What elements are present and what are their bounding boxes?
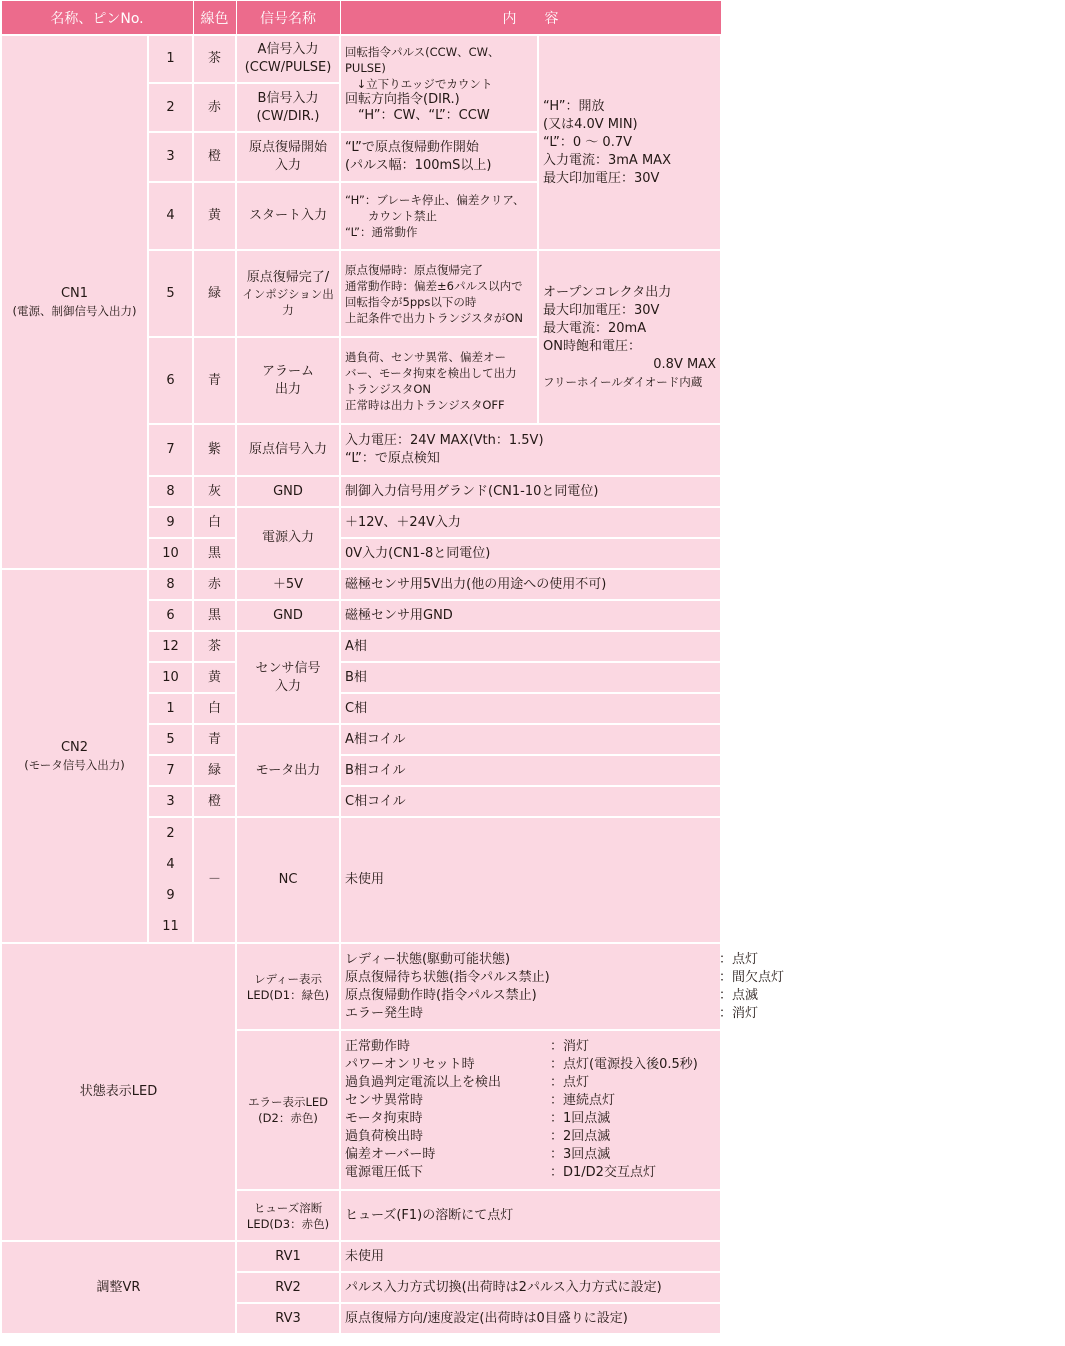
content-6: 過負荷、センサ異常、偏差オー バー、モータ拘束を検出して出力 トランジスタON 正常時は出力トランジスタOFF: [340, 337, 538, 424]
wire-color: 紫: [193, 424, 236, 476]
signal-name: 原点復帰開始 入力: [236, 132, 340, 182]
signal-name: モータ出力: [236, 724, 340, 817]
signal-name: GND: [236, 476, 340, 507]
content-8: 制御入力信号用グランド(CN1-10と同電位): [340, 476, 721, 507]
signal-name: 原点復帰完了/ インポジション出力: [236, 250, 340, 337]
content: 未使用: [340, 1241, 721, 1272]
led-d1-label: レディー表示 LED(D1：緑色): [236, 943, 340, 1030]
content: A相: [340, 631, 721, 662]
wire-color: 茶: [193, 631, 236, 662]
pin: 8: [148, 476, 193, 507]
content: C相: [340, 693, 721, 724]
cn1-label: [1, 35, 148, 569]
signal-name: アラーム 出力: [236, 337, 340, 424]
pin: 6: [148, 600, 193, 631]
content: A相コイル: [340, 724, 721, 755]
led-d1-content: レディー状態(駆動可能状態) ：点灯 原点復帰待ち状態(指令パルス禁止) ：間欠点灯 原点復帰動作時(指令パルス禁止) ：点滅 エラー発生時 ：消灯: [340, 943, 721, 1030]
pin: 7: [148, 755, 193, 786]
table-header: [1, 1, 721, 36]
content-3: “L”で原点復帰動作開始 (パルス幅：100mS以上): [340, 132, 538, 182]
pin: 6: [148, 337, 193, 424]
led-d2-label: エラー表示LED (D2：赤色): [236, 1030, 340, 1190]
wire-color: 青: [193, 724, 236, 755]
content-ab: 回転指令パルス(CCW、CW、PULSE) ↓立下りエッジでカウント 回転方向指令(DIR.) “H”：CW、“L”：CCW: [340, 35, 538, 132]
signal-name: 電源入力: [236, 507, 340, 569]
wire-color: 橙: [193, 132, 236, 182]
signal-name: GND: [236, 600, 340, 631]
wire-color: 黒: [193, 600, 236, 631]
signal-name: センサ信号 入力: [236, 631, 340, 724]
wire-color: 赤: [193, 569, 236, 600]
cn2-name: CN2: [60, 740, 89, 755]
vr-rv2: RV2: [236, 1272, 340, 1303]
pin: 7: [148, 424, 193, 476]
pin: 8: [148, 569, 193, 600]
pin: 1: [148, 35, 193, 83]
header-content: 内 容: [340, 1, 721, 36]
content-9: ＋12V、＋24V入力: [340, 507, 721, 538]
wire-color: 青: [193, 337, 236, 424]
cn2-label: [1, 569, 148, 943]
led-d3-content: ヒューズ(F1)の溶断にて点灯: [340, 1190, 721, 1241]
pin: 2: [148, 83, 193, 132]
pin: 1: [148, 693, 193, 724]
signal-name: A信号入力 (CCW/PULSE): [236, 35, 340, 83]
wire-color: 黄: [193, 182, 236, 250]
wire-color: 赤: [193, 83, 236, 132]
pin: 10: [148, 662, 193, 693]
content: 未使用: [340, 817, 721, 943]
header-name-pin: 名称、ピンNo.: [1, 1, 193, 36]
content: B相: [340, 662, 721, 693]
table-row: [1, 1241, 721, 1272]
wire-color: 緑: [193, 250, 236, 337]
content-5: 原点復帰時：原点復帰完了 通常動作時：偏差±6パルス以内で 回転指令が5pps以下の時 上記条件で出力トランジスタがON: [340, 250, 538, 337]
signal-name: ＋5V: [236, 569, 340, 600]
content-7: 入力電圧：24V MAX(Vth：1.5V) “L”：で原点検知: [340, 424, 721, 476]
nc-pins: 2 4 9 11: [148, 817, 193, 943]
wire-color: 白: [193, 507, 236, 538]
header-signal-name: 信号名称: [236, 1, 340, 36]
cn1-sub: (電源、制御信号入出力): [12, 304, 137, 318]
pin: 5: [148, 724, 193, 755]
content: 磁極センサ用GND: [340, 600, 721, 631]
wire-color: 黒: [193, 538, 236, 569]
pin: 4: [148, 182, 193, 250]
wire-color: 黄: [193, 662, 236, 693]
wire-color: －: [193, 817, 236, 943]
wire-color: 緑: [193, 755, 236, 786]
content: B相コイル: [340, 755, 721, 786]
vr-label: 調整VR: [1, 1241, 236, 1334]
wire-color: 茶: [193, 35, 236, 83]
input-spec: “H”：開放 (又は4.0V MIN) “L”：0 ～ 0.7V 入力電流：3mA MAX 最大印加電圧：30V: [538, 35, 721, 250]
wire-color: 橙: [193, 786, 236, 817]
content-10: 0V入力(CN1-8と同電位): [340, 538, 721, 569]
pin: 12: [148, 631, 193, 662]
vr-rv1: RV1: [236, 1241, 340, 1272]
table-row: [1, 569, 721, 600]
pin: 3: [148, 132, 193, 182]
pin: 5: [148, 250, 193, 337]
table-row: [1, 943, 721, 1030]
cn1-name: CN1: [60, 286, 89, 301]
signal-name: スタート入力: [236, 182, 340, 250]
led-d3-label: ヒューズ溶断 LED(D3：赤色): [236, 1190, 340, 1241]
content: 原点復帰方向/速度設定(出荷時は0目盛りに設定): [340, 1303, 721, 1334]
pin: 3: [148, 786, 193, 817]
led-label: 状態表示LED: [1, 943, 236, 1241]
wire-color: 灰: [193, 476, 236, 507]
content-4: “H”：ブレーキ停止、偏差クリア、 カウント禁止 “L”：通常動作: [340, 182, 538, 250]
vr-rv3: RV3: [236, 1303, 340, 1334]
content: 磁極センサ用5V出力(他の用途への使用不可): [340, 569, 721, 600]
wire-color: 白: [193, 693, 236, 724]
output-spec: オープンコレクタ出力 最大印加電圧：30V 最大電流：20mA ON時飽和電圧： 0.8V MAX フリーホイールダイオード内蔵: [538, 250, 721, 424]
header-wire-color: 線色: [193, 1, 236, 36]
signal-name: 原点信号入力: [236, 424, 340, 476]
pin: 9: [148, 507, 193, 538]
cn2-sub: (モータ信号入出力): [24, 758, 125, 772]
signal-name: B信号入力 (CW/DIR.): [236, 83, 340, 132]
signal-name: NC: [236, 817, 340, 943]
led-d2-content: 正常動作時 ：消灯 パワーオンリセット時 ：点灯(電源投入後0.5秒) 過負過判定電流以上を検出 ：点灯 センサ異常時 ：連続点灯 モータ拘束時 ：1回点滅 過負荷検出時 ：2回点滅 偏差オーバー時 ：3回点滅 電源電圧低下 ：D1/D2交互点灯: [340, 1030, 721, 1190]
content: C相コイル: [340, 786, 721, 817]
pin: 10: [148, 538, 193, 569]
table-row: [1, 35, 721, 83]
content: パルス入力方式切換(出荷時は2パルス入力方式に設定): [340, 1272, 721, 1303]
